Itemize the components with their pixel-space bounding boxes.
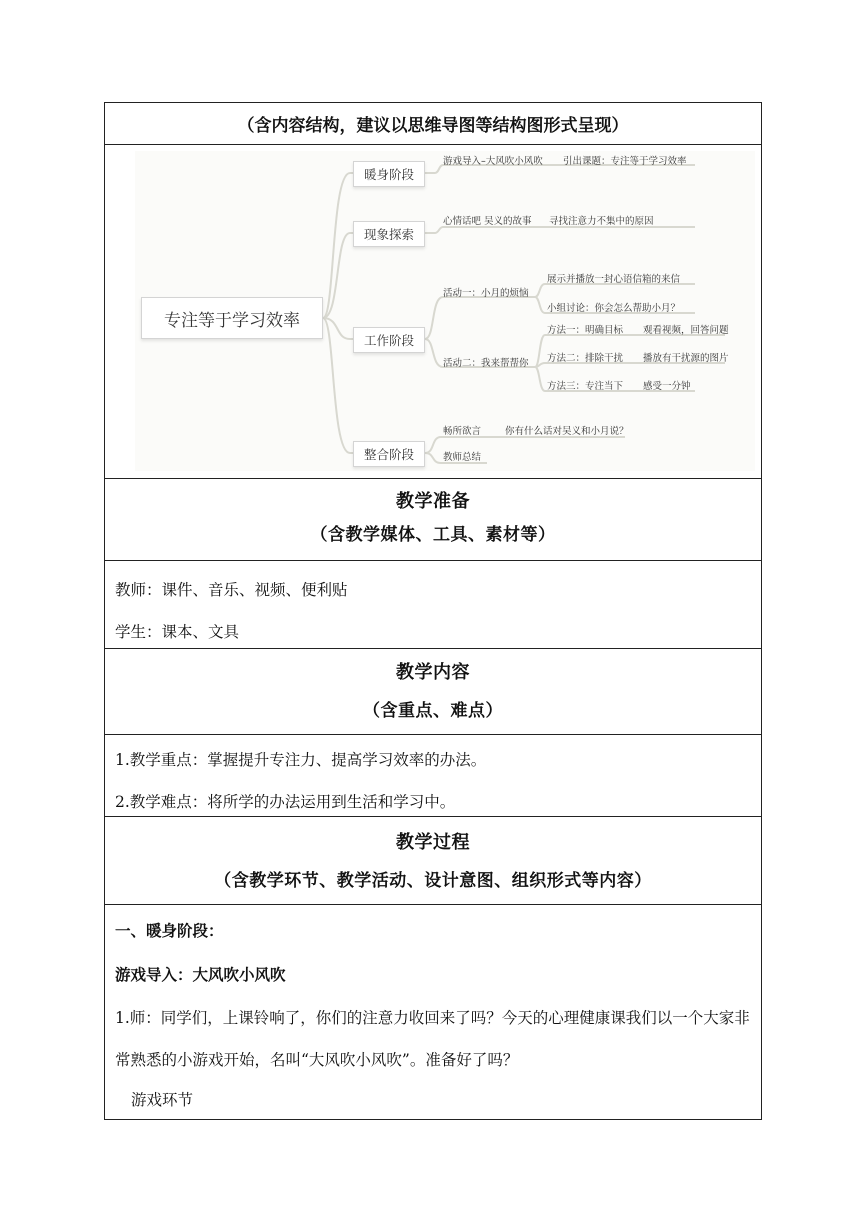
warmup-item: 引出课题：专注等于学习效率 [563, 156, 687, 167]
method-detail: 播放有干扰源的图片 [643, 353, 729, 364]
process-game-step: 游戏环节 [131, 1091, 194, 1109]
prep-subtitle: （含教学媒体、工具、素材等） [310, 525, 556, 545]
structure-note: （含内容结构，建议以思维导图等结构图形式呈现） [237, 116, 629, 136]
method-detail: 感受一分钟 [643, 381, 691, 392]
explore-item: 寻找注意力不集中的原因 [549, 216, 654, 227]
warmup-item: 游戏导入–大风吹小风吹 [443, 156, 543, 167]
method-name: 方法一：明确目标 [547, 325, 624, 336]
explore-item: 心情话吧 吴义的故事 [443, 216, 532, 227]
process-title: 教学过程 [396, 832, 470, 853]
mindmap-row [105, 144, 761, 478]
stage-warmup: 暖身阶段 [353, 161, 425, 187]
content-difficult-point: 2.教学难点：将所学的办法运用到生活和学习中。 [115, 793, 456, 811]
content-body-row [105, 734, 761, 816]
process-section-heading: 一、暖身阶段： [115, 922, 224, 940]
stage-work: 工作阶段 [353, 327, 425, 353]
stage-explore: 现象探索 [353, 221, 425, 247]
integrate-item: 教师总结 [443, 452, 482, 463]
work-activity-2: 活动二：我来帮帮你 [443, 358, 529, 369]
content-header-row [105, 648, 761, 734]
structure-note-row [105, 102, 761, 144]
prep-student: 学生：课本、文具 [115, 623, 240, 641]
prep-body-row [105, 560, 761, 648]
activity1-item: 小组讨论：你会怎么帮助小月？ [547, 303, 681, 314]
mindmap-root: 专注等于学习效率 [141, 297, 323, 339]
process-body-row [105, 904, 761, 1120]
content-subtitle: （含重点、难点） [363, 701, 503, 721]
mindmap [135, 151, 755, 471]
process-paragraph: 1.师：同学们，上课铃响了，你们的注意力收回来了吗？今天的心理健康课我们以一个大家非常熟悉的小游戏开始，名叫“大风吹小风吹”。准备好了吗？ [115, 1009, 750, 1069]
content-title: 教学内容 [396, 662, 470, 683]
process-header-row [105, 816, 761, 904]
prep-title: 教学准备 [396, 491, 470, 512]
process-subtitle: （含教学环节、教学活动、设计意图、组织形式等内容） [214, 871, 652, 891]
method-name: 方法三：专注当下 [547, 381, 624, 392]
method-detail: 观看视频，回答问题 [643, 325, 729, 336]
activity1-item: 展示并播放一封心语信箱的来信 [547, 274, 681, 285]
work-activity-1: 活动一：小月的烦恼 [443, 288, 529, 299]
prep-header-row [105, 478, 761, 560]
integrate-item: 畅所欲言 [443, 426, 482, 437]
lesson-plan-table [104, 102, 762, 1120]
method-name: 方法二：排除干扰 [547, 353, 624, 364]
content-key-point: 1.教学重点：掌握提升专注力、提高学习效率的办法。 [115, 751, 487, 769]
process-game-heading: 游戏导入：大风吹小风吹 [115, 966, 286, 984]
prep-teacher: 教师：课件、音乐、视频、便利贴 [115, 581, 348, 599]
stage-integrate: 整合阶段 [353, 441, 425, 467]
integrate-item: 你有什么话对吴义和小月说？ [505, 426, 629, 437]
